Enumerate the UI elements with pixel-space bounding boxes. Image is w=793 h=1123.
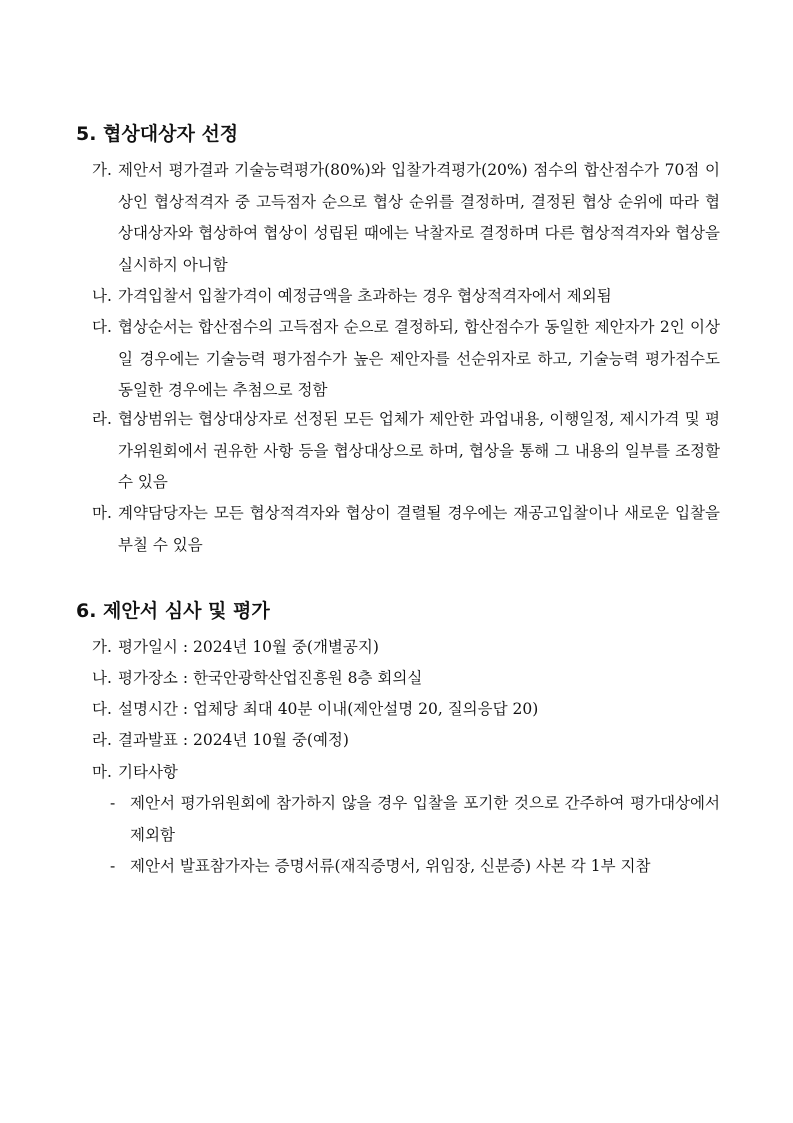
list-marker: 마.: [92, 763, 112, 781]
list-item-text: 평가장소 : 한국안광학산업진흥원 8층 회의실: [118, 669, 423, 687]
list-item-text: 기타사항: [118, 763, 178, 781]
list-item-text: 가격입찰서 입찰가격이 예정금액을 초과하는 경우 협상적격자에서 제외됨: [118, 287, 612, 305]
sub-list-item: [110, 788, 720, 851]
section-title-negotiation: 5. 협상대상자 선정: [76, 123, 239, 145]
sub-list-item-text: 제안서 발표참가자는 증명서류(재직증명서, 위임장, 신분증) 사본 각 1부 지참: [130, 857, 651, 875]
sub-list-item: [110, 851, 720, 883]
list-marker: 가.: [92, 638, 112, 656]
list-marker: 나.: [92, 287, 112, 305]
list-marker: 다.: [92, 318, 112, 336]
list-item-text: 설명시간 : 업체당 최대 40분 이내(제안설명 20, 질의응답 20): [118, 700, 539, 718]
dash-marker: -: [110, 857, 116, 875]
list-item: [92, 632, 720, 664]
list-item-text: 결과발표 : 2024년 10월 중(예정): [118, 731, 349, 749]
list-item: [92, 312, 720, 407]
list-item: [92, 281, 720, 313]
list-item: [92, 404, 720, 499]
list-marker: 라.: [92, 731, 112, 749]
list-item: [92, 694, 720, 726]
list-marker: 마.: [92, 504, 112, 522]
list-item-text: 협상순서는 합산점수의 고득점자 순으로 결정하되, 합산점수가 동일한 제안자가 2인 이상일 경우에는 기술능력 평가점수가 높은 제안자를 선순위자로 하고, 기술능력 평가점수도 동일한 경우에는 추첨으로 정함: [118, 318, 720, 399]
list-item: [92, 498, 720, 561]
list-item-text: 평가일시 : 2024년 10월 중(개별공지): [118, 638, 379, 656]
section-title-evaluation: 6. 제안서 심사 및 평가: [76, 600, 270, 622]
sub-list-item-text: 제안서 평가위원회에 참가하지 않을 경우 입찰을 포기한 것으로 간주하여 평가대상에서 제외함: [130, 794, 720, 844]
list-item: [92, 155, 720, 281]
dash-marker: -: [110, 794, 116, 812]
list-marker: 나.: [92, 669, 112, 687]
list-item-text: 협상범위는 협상대상자로 선정된 모든 업체가 제안한 과업내용, 이행일정, 제시가격 및 평가위원회에서 권유한 사항 등을 협상대상으로 하며, 협상을 통해 그 내용의 일부를 조정할 수 있음: [118, 410, 720, 491]
list-marker: 라.: [92, 410, 112, 428]
list-item-text: 제안서 평가결과 기술능력평가(80%)와 입찰가격평가(20%) 점수의 합산점수가 70점 이상인 협상적격자 중 고득점자 순으로 협상 순위를 결정하며, 결정된 협상 순위에 따라 협상대상자와 협상하여 협상이 성립된 때에는 낙찰자로 결정하며 다른 협상적격자와 협상을 실시하지 아니함: [118, 161, 720, 274]
list-item: [92, 757, 720, 789]
list-item-text: 계약담당자는 모든 협상적격자와 협상이 결렬될 경우에는 재공고입찰이나 새로운 입찰을 부칠 수 있음: [118, 504, 720, 554]
list-marker: 가.: [92, 161, 112, 179]
list-marker: 다.: [92, 700, 112, 718]
list-item: [92, 725, 720, 757]
list-item: [92, 663, 720, 695]
